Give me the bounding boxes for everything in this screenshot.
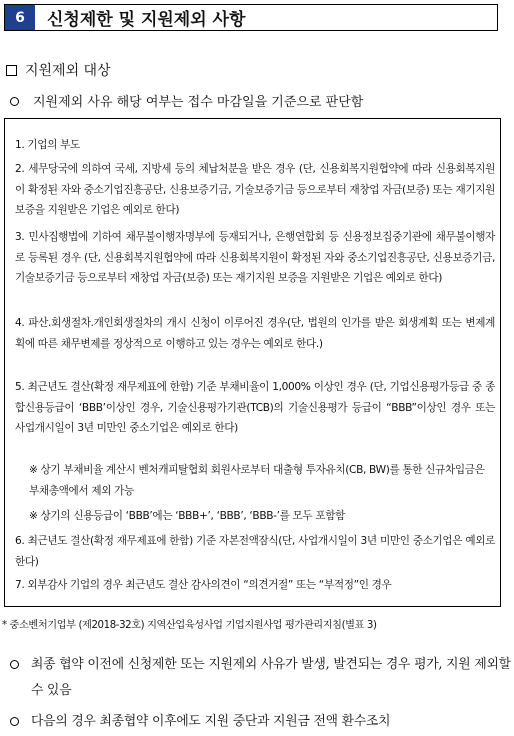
- subsection-title: 지원제외 대상: [25, 63, 111, 79]
- criteria-item-4: 4. 파산.회생절차.개인회생절차의 개시 신청이 이루어진 경우(단, 법원의 인가를 받은 회생계획 또는 변제계획에 따른 채무변제를 정상적으로 이행하고 있는 경우는 예외로 한다.): [15, 317, 495, 350]
- circle-bullet-icon: [10, 717, 19, 726]
- subsection-heading: [6, 60, 111, 80]
- section-title: 신청제한 및 지원제외 사항: [47, 10, 246, 30]
- bullet-item-2: [10, 709, 504, 735]
- criteria-item-2: 2. 세무당국에 의하여 국세, 지방세 등의 체납처분을 받은 경우 (단, 신용회복지원협약에 따라 신용회복지원이 확정된 자와 중소기업진흥공단, 신용보증기금, 기술보증기금 등으로부터 재창업 자금(보증) 또는 재기지원 보증을 지원받은 기업은 예외로 한다): [15, 163, 495, 216]
- criteria-note-1: ※ 상기 부채비율 계산시 벤처캐피탈협회 회원사로부터 대출형 투자유치(CB, BW)를 통한 신규차입금은 부채총액에서 제외 가능: [29, 464, 485, 497]
- criteria-item-6: 6. 최근년도 결산(확정 재무제표에 한함) 기준 자본전액잠식(단, 사업개시일이 3년 미만인 중소기업은 예외로 한다): [15, 535, 495, 568]
- criteria-note-2: ※ 상기의 신용등급이 ‘BBB’에는 ‘BBB+’, ‘BBB’, ‘BBB-’를 모두 포함함: [29, 510, 345, 522]
- intro-line: [10, 92, 363, 114]
- criteria-item-1: 1. 기업의 부도: [15, 139, 80, 151]
- section-number: 6: [5, 5, 35, 30]
- bullet-text-1: 최종 협약 이전에 신청제한 또는 지원제외 사유가 발생, 발견되는 경우 평가, 지원 제외할 수 있음: [31, 657, 511, 698]
- circle-bullet-icon: [10, 660, 19, 669]
- criteria-item-7: 7. 외부감사 기업의 경우 최근년도 결산 감사의견이 “의견거절” 또는 “부적정”인 경우: [15, 579, 392, 591]
- intro-text: 지원제외 사유 해당 여부는 접수 마감일을 기준으로 판단함: [33, 95, 364, 110]
- criteria-item-5: 5. 최근년도 결산(확정 재무제표에 한함) 기준 부채비율이 1,000% 이상인 경우 (단, 기업신용평가등급 중 종합신용등급이 ‘BBB’이상인 경우, 기술신용평가기관(TCB)의 기술신용평가 등급이 “BBB”이상인 경우 또는 사업개시일이 3년 미만인 중소기업은 예외로 한다): [15, 381, 495, 434]
- source-footnote: * 중소벤처기업부 (제2018-32호) 지역산업육성사업 기업지원사업 평가관리지침(별표 3): [2, 620, 377, 631]
- square-bullet-icon: [6, 65, 17, 76]
- exclusion-criteria-box: [4, 118, 501, 607]
- bullet-item-1: [10, 652, 514, 704]
- bullet-text-2: 다음의 경우 최종협약 이후에도 지원 중단과 지원금 전액 환수조치: [31, 714, 391, 729]
- criteria-item-3: 3. 민사집행법에 기하여 채무불이행자명부에 등재되거나, 은행연합회 등 신용정보집중기관에 채무불이행자로 등록된 경우 (단, 신용회복지원협약에 따라 신용회복지원이 확정된 자와 중소기업진흥공단, 신용보증기금, 기술보증기금 등으로부터 재창업 자금(보증) 또는 재기지원 보증을 지원받은 기업은 예외로 한다): [15, 231, 495, 284]
- section-header: [4, 4, 498, 31]
- circle-bullet-icon: [10, 97, 19, 106]
